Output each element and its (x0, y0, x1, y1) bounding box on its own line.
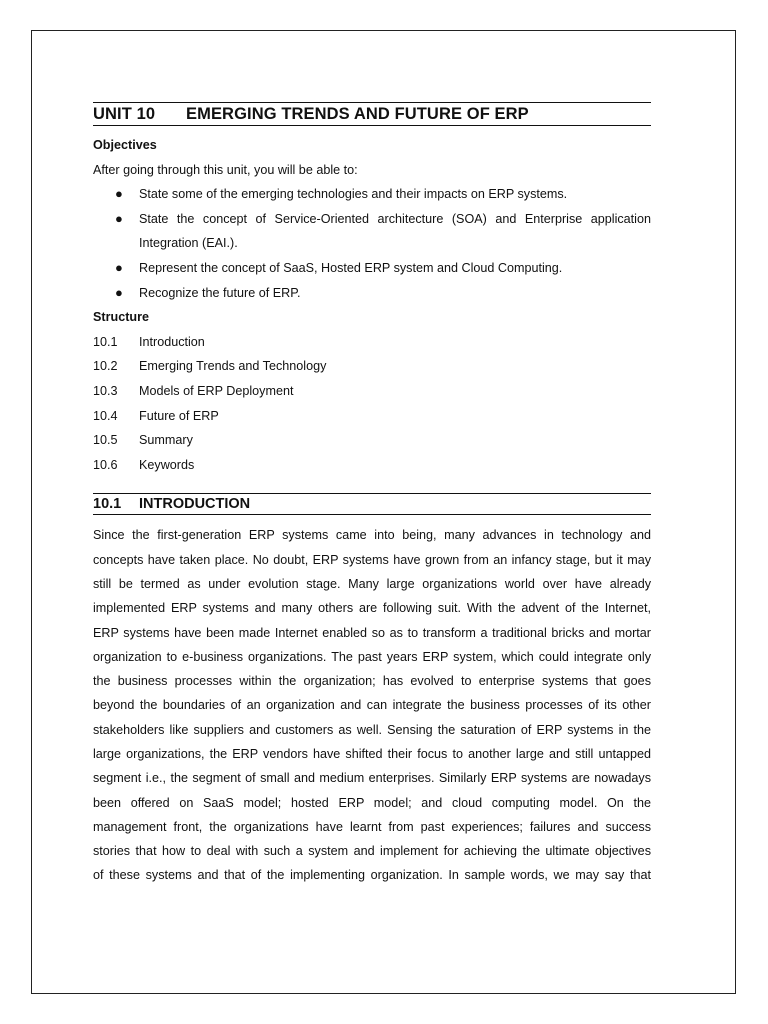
objective-item (93, 281, 651, 306)
structure-item-title: Keywords (139, 457, 195, 472)
page-content (93, 102, 651, 888)
paragraph-line: management front, the organizations have learnt from past experiences; failures and success (93, 819, 651, 834)
structure-item-number: 10.2 (93, 359, 118, 374)
paragraph-line: stories that how to deal with such a system and implement for achieving the ultimate objectives (93, 844, 651, 859)
section-title: INTRODUCTION (139, 496, 251, 513)
structure-item-title: Summary (139, 433, 193, 448)
objective-item (93, 207, 651, 256)
structure-list (93, 330, 651, 478)
section-heading-introduction (93, 494, 651, 514)
objective-item (93, 182, 651, 207)
objectives-intro: After going through this unit, you will be able to: (93, 162, 358, 177)
structure-item-title: Emerging Trends and Technology (139, 359, 327, 374)
section-heading-bottom-rule (93, 514, 651, 515)
paragraph-line: Since the first-generation ERP systems came into being, many advances in technology and (93, 528, 651, 543)
unit-heading-bottom-rule (93, 125, 651, 126)
paragraph-line: still be termed as under evolution stage. Many large organizations world over have already (93, 576, 651, 591)
structure-item (93, 428, 651, 453)
objectives-list (93, 182, 651, 305)
paragraph-line: ERP systems have been made Internet enabled so as to transform a traditional bricks and mortar (93, 625, 651, 640)
paragraph-line: beyond the boundaries of an organization and can integrate the business processes of its other (93, 698, 651, 713)
structure-heading: Structure (93, 310, 149, 325)
paragraph-line: organization to e-business organizations. The past years ERP system, which could integrate only (93, 649, 651, 664)
objective-text: Recognize the future of ERP. (139, 285, 301, 300)
unit-heading (93, 103, 651, 125)
paragraph-line: large organizations, the ERP vendors have shifted their focus to another large and still untapped (93, 746, 651, 761)
structure-item-number: 10.1 (93, 334, 118, 349)
structure-item-number: 10.3 (93, 383, 118, 398)
objectives-heading: Objectives (93, 138, 157, 152)
objective-item (93, 256, 651, 281)
objective-text: State the concept of Service-Oriented architecture (SOA) and Enterprise application Integration (EAI.). (139, 211, 651, 251)
structure-item-number: 10.6 (93, 457, 118, 472)
paragraph-line: of these systems and that of the implementing organization. In sample words, we may say that (93, 868, 651, 883)
structure-item-title: Future of ERP (139, 408, 219, 423)
bullet-icon: ● (115, 210, 123, 226)
bullet-icon: ● (115, 284, 123, 300)
objective-text: Represent the concept of SaaS, Hosted ERP system and Cloud Computing. (139, 260, 563, 275)
structure-item (93, 354, 651, 379)
objective-text: State some of the emerging technologies and their impacts on ERP systems. (139, 187, 568, 202)
introduction-paragraph (93, 523, 651, 887)
paragraph-line: implemented ERP systems and many others are following suit. With the advent of the Internet, (93, 601, 651, 616)
document-page (31, 30, 736, 994)
section-number: 10.1 (93, 496, 122, 513)
structure-item-number: 10.5 (93, 433, 118, 448)
structure-item (93, 379, 651, 404)
bullet-icon: ● (115, 259, 123, 275)
paragraph-line: the business processes within the organization; has evolved to enterprise systems that goes (93, 674, 651, 689)
unit-title: EMERGING TRENDS AND FUTURE OF ERP (186, 104, 529, 123)
paragraph-line: stakeholders like suppliers and customers as well. Sensing the saturation of ERP systems in the (93, 722, 651, 737)
structure-item-number: 10.4 (93, 408, 118, 423)
unit-number: UNIT 10 (93, 104, 156, 123)
paragraph-line: concepts have taken place. No doubt, ERP systems have grown from an infancy stage, but it may (93, 552, 651, 567)
structure-item-title: Models of ERP Deployment (139, 383, 294, 398)
structure-item (93, 404, 651, 429)
structure-item-title: Introduction (139, 334, 205, 349)
bullet-icon: ● (115, 186, 123, 202)
structure-item (93, 330, 651, 355)
structure-item (93, 453, 651, 478)
paragraph-line: segment i.e., the segment of small and medium enterprises. Similarly ERP systems are nowadays (93, 771, 651, 786)
paragraph-line: been offered on SaaS model; hosted ERP model; and cloud computing model. On the (93, 795, 651, 810)
